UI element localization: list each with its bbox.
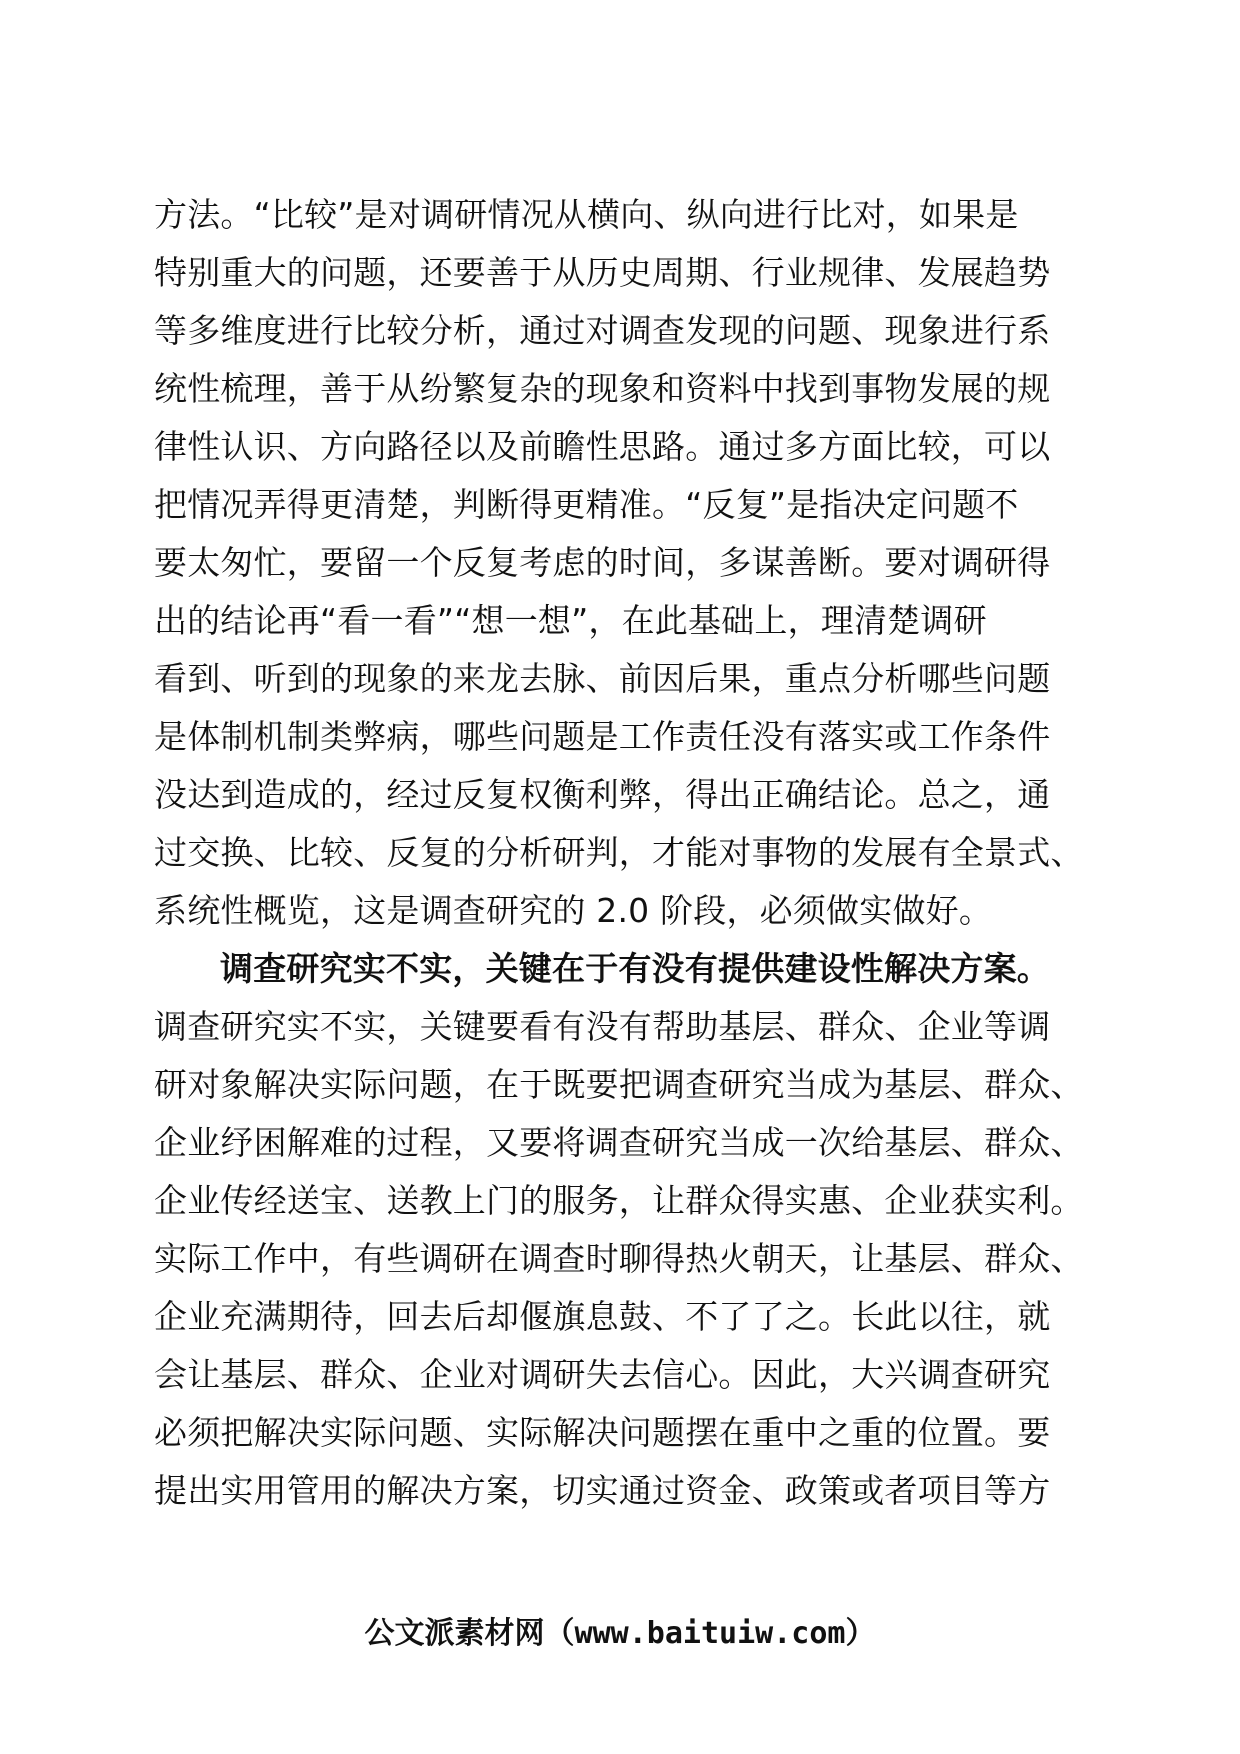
body-text	[154, 186, 1084, 1520]
text-line: 等多维度进行比较分析，通过对调查发现的问题、现象进行系	[154, 311, 1051, 350]
text-line: 必须把解决实际问题、实际解决问题摆在重中之重的位置。要	[154, 1413, 1051, 1452]
text-line: 没达到造成的，经过反复权衡利弊，得出正确结论。总之，通	[154, 775, 1051, 814]
text-line: 出的结论再“看一看”“想一想”，在此基础上，理清楚调研	[154, 601, 987, 640]
text-line: 把情况弄得更清楚，判断得更精准。“反复”是指决定问题不	[154, 485, 1019, 524]
footer-watermark: 公文派素材网（www.baituiw.com）	[364, 1616, 876, 1651]
text-line: 系统性概览，这是调查研究的 2.0 阶段，必须做实做好。	[154, 891, 993, 930]
section-heading: 调查研究实不实，关键在于有没有提供建设性解决方案。	[220, 949, 1050, 988]
text-line: 提出实用管用的解决方案，切实通过资金、政策或者项目等方	[154, 1471, 1051, 1510]
text-line: 看到、听到的现象的来龙去脉、前因后果，重点分析哪些问题	[154, 659, 1051, 698]
text-line: 是体制机制类弊病，哪些问题是工作责任没有落实或工作条件	[154, 717, 1051, 756]
text-line: 研对象解决实际问题，在于既要把调查研究当成为基层、群众、	[154, 1065, 1084, 1104]
text-line: 调查研究实不实，关键要看有没有帮助基层、群众、企业等调	[154, 1007, 1051, 1046]
text-line: 企业充满期待，回去后却偃旗息鼓、不了了之。长此以往，就	[154, 1297, 1051, 1336]
text-line: 实际工作中，有些调研在调查时聊得热火朝天，让基层、群众、	[154, 1239, 1084, 1278]
text-line: 要太匆忙，要留一个反复考虑的时间，多谋善断。要对调研得	[154, 543, 1051, 582]
text-line: 过交换、比较、反复的分析研判，才能对事物的发展有全景式、	[154, 833, 1084, 872]
text-line: 企业纾困解难的过程，又要将调查研究当成一次给基层、群众、	[154, 1123, 1084, 1162]
text-line: 企业传经送宝、送教上门的服务，让群众得实惠、企业获实利。	[154, 1181, 1084, 1220]
text-line: 特别重大的问题，还要善于从历史周期、行业规律、发展趋势	[154, 253, 1051, 292]
text-line: 律性认识、方向路径以及前瞻性思路。通过多方面比较，可以	[154, 427, 1051, 466]
text-line: 会让基层、群众、企业对调研失去信心。因此，大兴调查研究	[154, 1355, 1051, 1394]
text-line: 方法。“比较”是对调研情况从横向、纵向进行比对，如果是	[154, 195, 1019, 234]
text-line: 统性梳理，善于从纷繁复杂的现象和资料中找到事物发展的规	[154, 369, 1051, 408]
